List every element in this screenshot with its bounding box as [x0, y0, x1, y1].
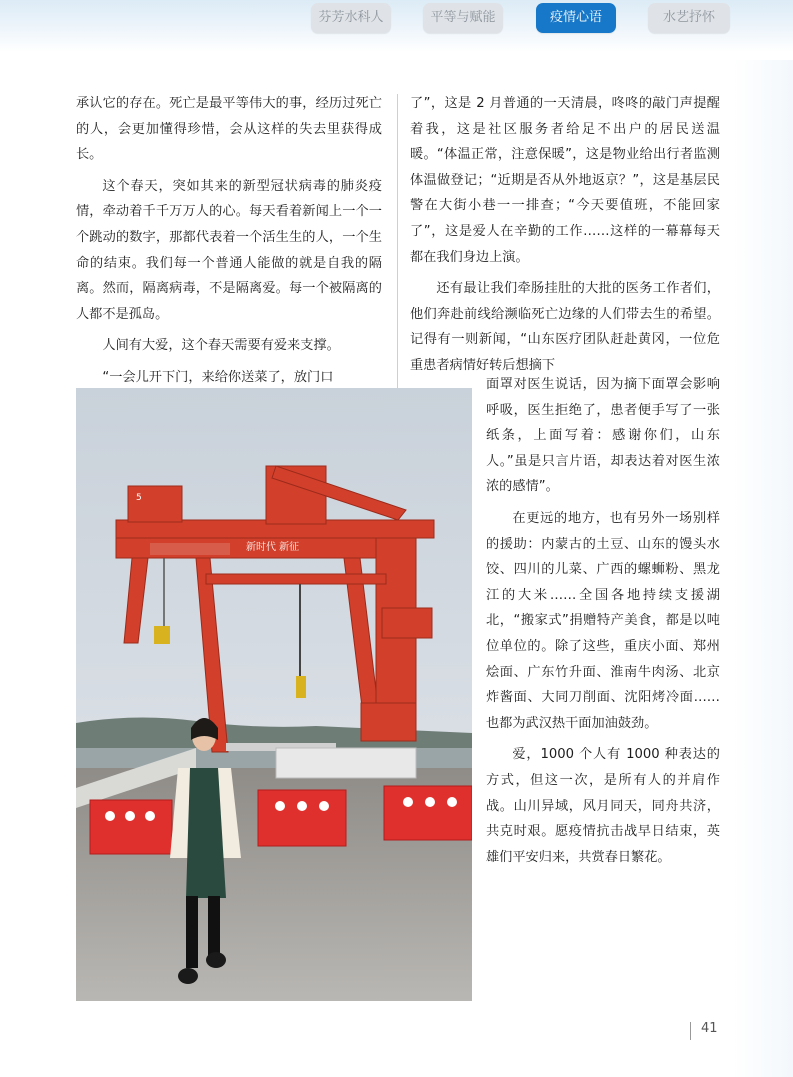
- tab-equality[interactable]: 平等与赋能: [423, 3, 503, 33]
- paragraph: 这个春天，突如其来的新型冠状病毒的肺炎疫情，牵动着千千万万人的心。每天看着新闻上一个一个跳动的数字，那都代表着一个活生生的人，一个生命的结束。我们每一个普通人能做的就是自我的隔离。然而，隔离病毒，不是隔离爱。每一个被隔离的人都不是孤岛。: [76, 178, 382, 322]
- article-photo: [76, 388, 472, 1001]
- page-edge-tint: [733, 60, 793, 1077]
- paragraph: 在更远的地方，也有另外一场别样的援助：内蒙古的土豆、山东的馒头水饺、四川的儿菜、广西的螺蛳粉、黑龙江的大米……全国各地持续支援湖北，“搬家式”捐赠特产美食，都是以吨位单位的。除了这些，重庆小面、郑州烩面、广东竹升面、淮南牛肉汤、北京炸酱面、大同刀削面、沈阳烤冷面……也都为武汉热干面加油鼓劲。: [486, 510, 720, 731]
- tab-art[interactable]: 水艺抒怀: [648, 3, 730, 33]
- paragraph: “一会儿开下门，来给你送菜了，放门口: [102, 369, 334, 385]
- crane-hook: [296, 676, 306, 698]
- paragraph: 人间有大爱，这个春天需要有爱来支撑。: [102, 338, 340, 354]
- tab-fenfang[interactable]: 芬芳水科人: [311, 3, 391, 33]
- column-divider: [397, 94, 398, 394]
- crane-mark: 5: [136, 493, 142, 503]
- paragraph: 爱，1000 个人有 1000 种表达的方式，但这一次，是所有人的并肩作战。山川异域，风月同天，同舟共济，共克时艰。愿疫情抗击战早日结束，英雄们平安归来，共赏春日繁花。: [486, 747, 720, 865]
- paragraph: 还有最让我们牵肠挂肚的大批的医务工作者们，他们奔赴前线给濒临死亡边缘的人们带去生的希望。记得有一则新闻，“山东医疗团队赶赴黄冈，一位危重患者病情好转后想摘下: [410, 281, 720, 373]
- article-right-narrow-column: [486, 372, 720, 876]
- article-right-column: [410, 91, 720, 385]
- paragraph: 面罩对医生说话，因为摘下面罩会影响呼吸，医生拒绝了，患者便手写了一张纸条，上面写着：感谢你们，山东人。”虽是只言片语，却表达着对医生浓浓的感情”。: [486, 377, 720, 495]
- article-left-column: [76, 91, 382, 397]
- crane-hook: [154, 626, 170, 644]
- page-number: 41: [701, 1021, 718, 1036]
- page-number-separator: [690, 1022, 691, 1040]
- crane-banner-text: 新时代 新征: [246, 542, 300, 553]
- crane-photo-illustration: [76, 388, 472, 1001]
- tab-epidemic-voices[interactable]: 疫情心语: [536, 3, 616, 33]
- paragraph: 了”，这是 2 月普通的一天清晨，咚咚的敲门声提醒着我，这是社区服务者给足不出户的居民送温暖。“体温正常，注意保暖”，这是物业给出行者监测体温做登记；“近期是否从外地返京？”，这是基层民警在大街小巷一一排查；“今天要值班，不能回家了”，这是爱人在辛勤的工作……这样的一幕幕每天都在我们身边上演。: [410, 96, 720, 265]
- section-tabs: [0, 3, 793, 37]
- paragraph: 承认它的存在。死亡是最平等伟大的事，经历过死亡的人，会更加懂得珍惜，会从这样的失去里获得成长。: [76, 96, 382, 163]
